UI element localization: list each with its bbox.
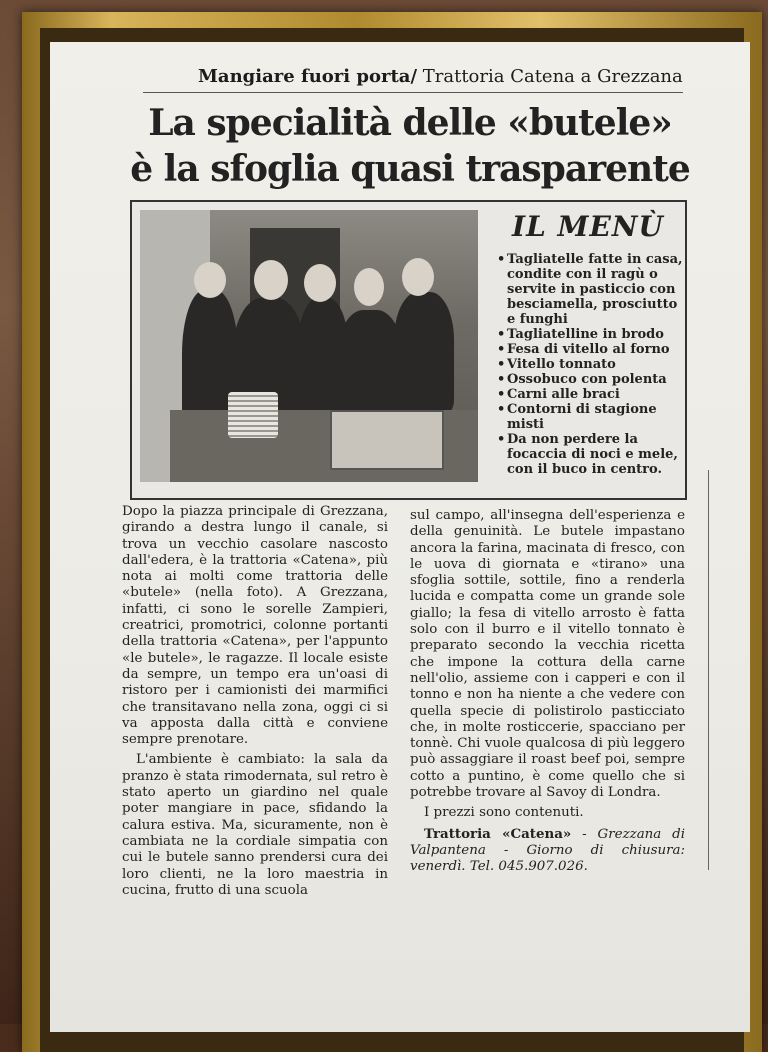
headline-line-2: è la sfoglia quasi trasparente bbox=[130, 148, 690, 190]
restaurant-info bbox=[410, 826, 685, 876]
menu-item: • Carni alle braci bbox=[497, 387, 683, 402]
body-paragraph: sul campo, all'insegna dell'esperienza e della genuinità. Le butele impastano ancora la farina, macinata di fresco, con le uova di giornata e «tirano» una sfoglia sottile, sottile, fino a renderla lucida e compatta come un grande sole giallo; la fesa di vitello arrosto è fatta solo con il burro e il vitello tonnato è preparato secondo la vecchia ricetta che impone la cottura della carne nell'olio, assieme con i capperi e con il tonno e non ha niente a che vedere con quella specie di polistirolo pasticciato che, in molte rosticcerie, spacciano per tonnè. Chi vuole qualcosa di più leggero può assaggiare il roast beef poi, sempre cotto a puntino, è come quello che si potrebbe trovare al Savoy di Londra. bbox=[410, 508, 685, 801]
menu-item: • Da non perdere la focaccia di noci e mele, con il buco in centro. bbox=[497, 432, 683, 477]
menu-list bbox=[497, 252, 683, 477]
body-paragraph: Dopo la piazza principale di Grezzana, girando a destra lungo il canale, si trova un vecchio casolare nascosto dall'edera, è la trattoria «Catena», più nota ai molti come trattoria delle «butele» (nella foto). A Grezzana, infatti, ci sono le sorelle Zampieri, creatrici, promotrici, colonne portanti della trattoria «Catena», per l'appunto «le butele», le ragazze. Il locale esiste da sempre, un tempo era un'oasi di ristoro per i camionisti dei marmifici che transitavano nella zona, oggi ci si va apposta dalla città e conviene sempre prenotare. bbox=[122, 504, 388, 748]
restaurant-details: - Grezzana di Valpantena - Giorno di chiusura: venerdì. Tel. 045.907.026. bbox=[410, 826, 686, 875]
kicker-place: Trattoria Catena a Grezzana bbox=[417, 66, 683, 87]
article-column-1 bbox=[122, 504, 388, 899]
article-column-2 bbox=[410, 508, 685, 876]
menu-item: • Vitello tonnato bbox=[497, 357, 683, 372]
photo-face-4 bbox=[354, 268, 384, 306]
menu-item: • Contorni di stagione misti bbox=[497, 402, 683, 432]
photo-pasta-tray bbox=[330, 410, 444, 470]
photo-face-5 bbox=[402, 258, 434, 296]
column-divider bbox=[708, 470, 709, 870]
menu-item: • Tagliatelle fatte in casa, condite con il ragù o servite in pasticcio con besciamella, prosciutto e funghi bbox=[497, 252, 683, 327]
restaurant-name: Trattoria «Catena» bbox=[424, 825, 572, 842]
article-kicker bbox=[198, 66, 683, 87]
menu-title: IL MENÙ bbox=[512, 210, 664, 243]
photo-face-3 bbox=[304, 264, 336, 302]
article-headline bbox=[130, 100, 690, 192]
body-paragraph: I prezzi sono contenuti. bbox=[424, 805, 584, 821]
photo-face-1 bbox=[194, 262, 226, 298]
kicker-rule bbox=[143, 92, 683, 93]
body-paragraph: L'ambiente è cambiato: la sala da pranzo è stata rimodernata, sul retro è stato aperto un giardino nel quale poter mangiare in pace, sfidando la calura estiva. Ma, sicuramente, non è cambiata ne la cordiale simpatia con cui le butele sanno prendersi cura dei loro clienti, ne la loro maestria in cucina, frutto di una scuola bbox=[122, 752, 388, 898]
kitchen-photo bbox=[140, 210, 478, 482]
menu-item: • Tagliatelline in brodo bbox=[497, 327, 683, 342]
menu-item: • Fesa di vitello al forno bbox=[497, 342, 683, 357]
menu-item: • Ossobuco con polenta bbox=[497, 372, 683, 387]
photo-face-2 bbox=[254, 260, 288, 300]
kicker-section: Mangiare fuori porta/ bbox=[198, 66, 418, 87]
photo-plates bbox=[228, 392, 278, 438]
photo-woman-5 bbox=[394, 292, 454, 412]
headline-line-1: La specialità delle «butele» bbox=[148, 102, 672, 144]
